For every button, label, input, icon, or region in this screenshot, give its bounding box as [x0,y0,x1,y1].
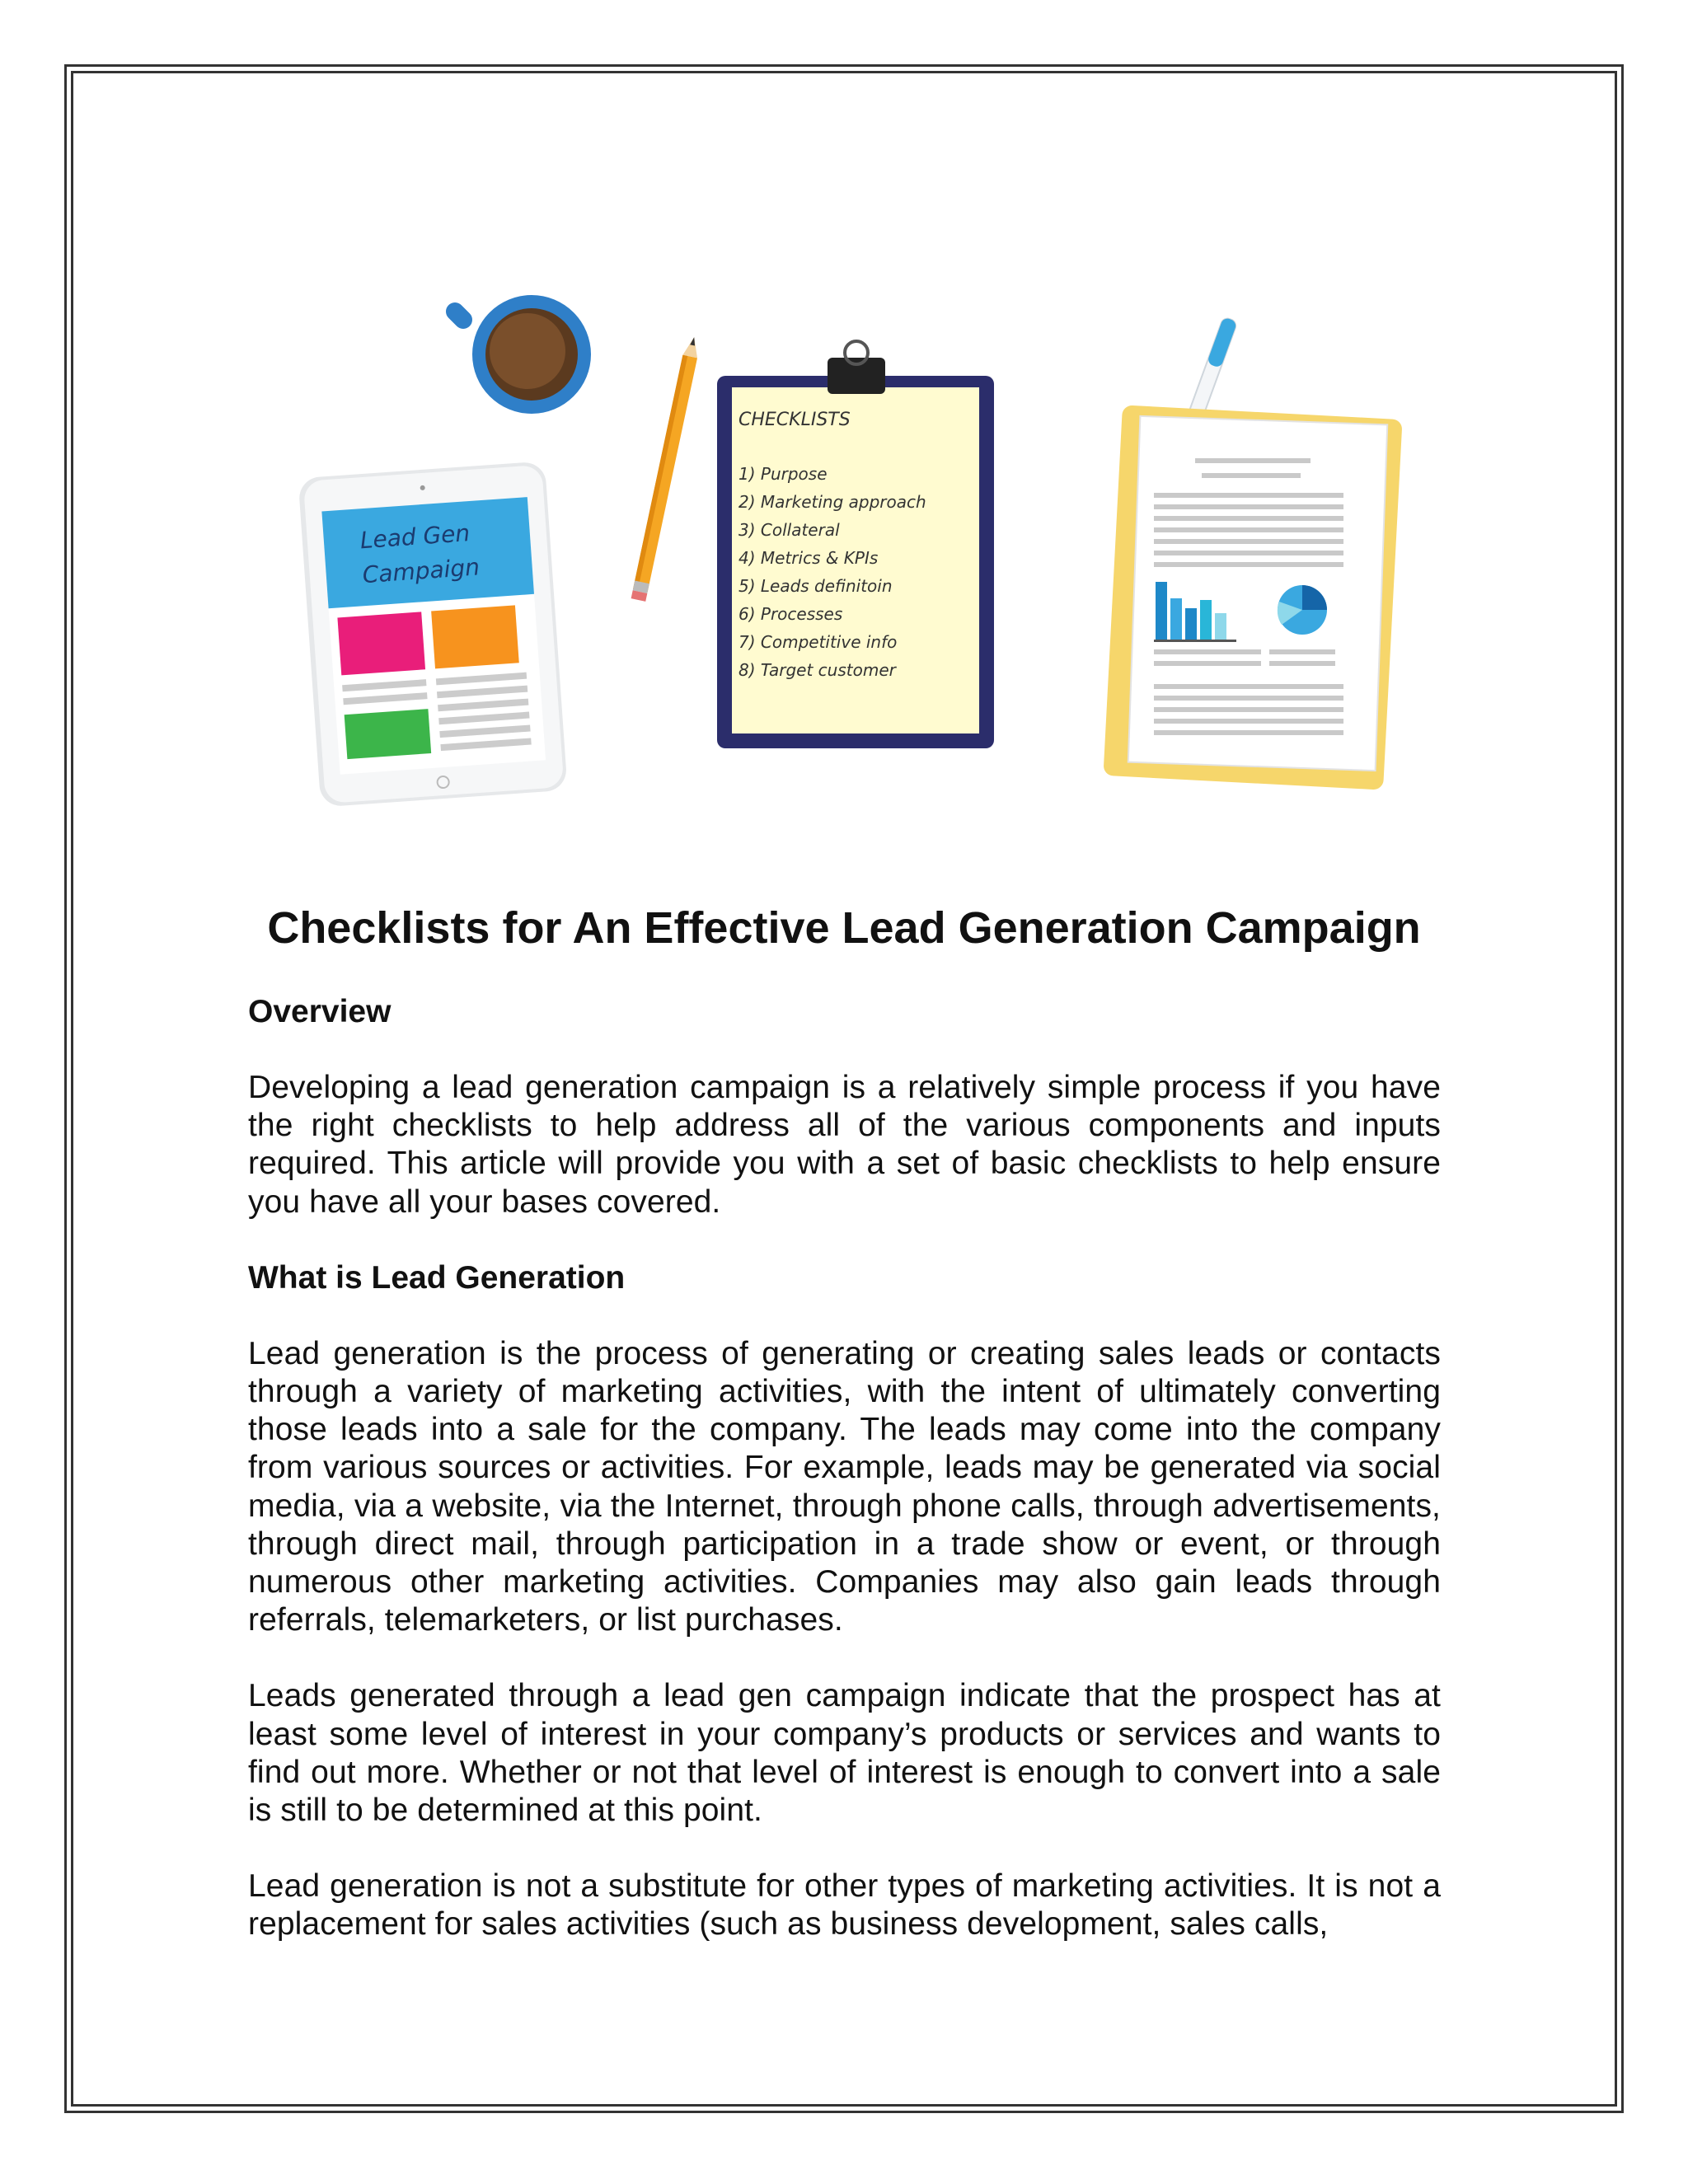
svg-text:4) Metrics & KPIs: 4) Metrics & KPIs [738,548,879,568]
svg-text:Campaign: Campaign [361,553,481,589]
svg-text:2) Marketing approach: 2) Marketing approach [738,492,926,512]
lead-generation-paragraph-2: Leads generated through a lead gen campaign indicate that the prospect has at least some level of interest in your company’s products or services and wants to find out more. Whether or not that level of interest is enough to convert into a sale is still to be determined at this point. [248,1678,1441,1829]
pencil-icon [631,335,701,602]
document-title: Checklists for An Effective Lead Generation Campaign [267,903,1421,953]
section-heading-what-is-lead-generation: What is Lead Generation [248,1259,626,1296]
svg-text:7) Competitive info: 7) Competitive info [738,632,898,652]
svg-text:Lead Gen: Lead Gen [359,519,471,555]
lead-generation-paragraph-3: Lead generation is not a substitute for other types of marketing activities. It is not a replacement for sales activities (such as business development, sales calls, [248,1868,1441,1943]
lead-generation-paragraph-1: Lead generation is the process of generating or creating sales leads or contacts through a variety of marketing activities, with the intent of ultimately converting those leads into a sale for the company. The leads may come into the company from various sources or activities. For example, leads may be generated via social media, via a website, via the Internet, through phone calls, through advertisements, through direct mail, through participation in a trade show or event, or through numerous other marketing activities. Companies may also gain leads through referrals, telemarketers, or list purchases. [248,1335,1441,1638]
svg-text:5) Leads definitoin: 5) Leads definitoin [738,576,893,596]
coffee-mug-icon [455,295,591,414]
svg-text:3) Collateral: 3) Collateral [738,520,840,540]
header-illustration [280,272,1434,898]
svg-text:CHECKLISTS: CHECKLISTS [738,410,851,430]
folder-report-icon [1103,405,1402,790]
clipboard-icon [717,341,994,748]
tablet-icon [298,461,568,807]
overview-paragraph: Developing a lead generation campaign is a relatively simple process if you have the right checklists to help address all of the various components and inputs required. This article will provide you with a set of basic checklists to help ensure you have all your bases covered. [248,1070,1441,1220]
svg-text:1) Purpose: 1) Purpose [738,464,828,484]
svg-text:6) Processes: 6) Processes [738,604,843,624]
section-heading-overview: Overview [248,994,392,1029]
document-body [248,993,1441,1982]
svg-text:8) Target customer: 8) Target customer [738,660,896,680]
